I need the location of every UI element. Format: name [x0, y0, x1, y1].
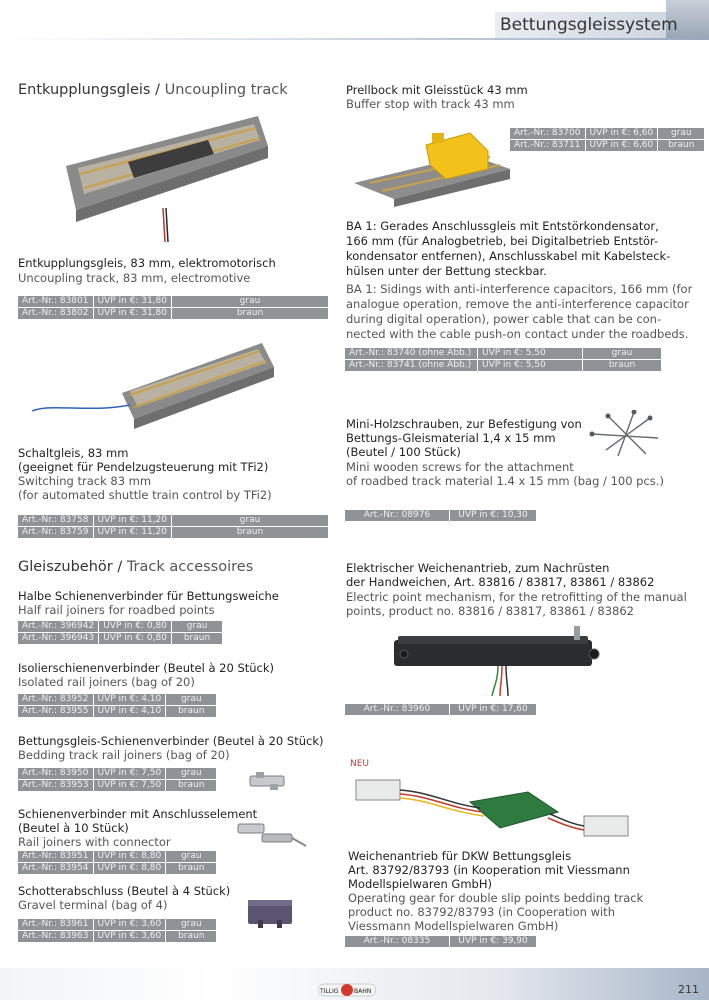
- art-nr: Art.-Nr.: 83961: [18, 919, 94, 931]
- color-variant: braun: [171, 527, 328, 539]
- buffer-stop-de: Prellbock mit Gleisstück 43 mm: [346, 83, 528, 97]
- table-row: [18, 308, 329, 320]
- dkw-de1: Weichenantrieb für DKW Bettungsgleis: [348, 849, 572, 863]
- uvp: UVP in €: 8,80: [93, 863, 166, 875]
- table-row: [18, 780, 217, 792]
- ba1-en-1: analogue operation, remove the anti-interference capacitor: [346, 297, 689, 311]
- art-nr: Art.-Nr.: 83951: [18, 851, 94, 863]
- color-variant: grau: [166, 919, 217, 931]
- color-variant: braun: [166, 706, 217, 718]
- switching-de1: Schaltgleis, 83 mm: [18, 446, 129, 460]
- switching-track-image: [30, 333, 280, 433]
- dkw-en3: Viessmann Modellspielwaren GmbH): [348, 919, 559, 933]
- uvp: UVP in €: 4,10: [93, 706, 166, 718]
- connector-joiner-image: [232, 820, 308, 852]
- uvp: UVP in €: 31,80: [93, 308, 171, 320]
- color-variant: grau: [166, 768, 217, 780]
- art-nr: Art.-Nr.: 83759: [18, 527, 94, 539]
- gravel-terminal-de: Schotterabschluss (Beutel à 4 Stück): [18, 884, 231, 898]
- table-row: [510, 128, 705, 140]
- connector-joiners-de1: Schienenverbinder mit Anschlusselement: [18, 807, 258, 821]
- uvp: UVP in €: 4,10: [93, 694, 166, 706]
- art-nr: Art.-Nr.: 396942: [18, 621, 99, 633]
- buffer-stop-price-table: [509, 127, 705, 152]
- color-variant: braun: [166, 931, 217, 943]
- uvp: UVP in €: 31,80: [93, 296, 171, 308]
- accessories-heading-de: Gleiszubehör: [18, 559, 113, 575]
- art-nr: Art.-Nr.: 83952: [18, 694, 94, 706]
- table-row: [510, 140, 705, 152]
- ba1-en-2: during digital operation), power cable that can be con-: [346, 312, 662, 326]
- gravel-terminal-price-table: [17, 918, 217, 943]
- dkw-en2: product no. 83792/83793 (in Cooperation with: [348, 905, 615, 919]
- color-variant: braun: [171, 308, 328, 320]
- connector-joiners-price-table: [17, 850, 217, 875]
- art-nr: Art.-Nr.: 08335: [345, 936, 450, 948]
- point-mechanism-de2: der Handweichen, Art. 83816 / 83817, 83861 / 83862: [346, 575, 655, 589]
- connector-joiners-de2: (Beutel à 10 Stück): [18, 821, 129, 835]
- uncoupling-de: Entkupplungsgleis, 83 mm, elektromotorisch: [18, 256, 276, 270]
- ba1-de-3: hülsen unter der Bettung steckbar.: [346, 264, 547, 278]
- color-variant: braun: [166, 863, 217, 875]
- isolated-joiners-de: Isolierschienenverbinder (Beutel à 20 Stück): [18, 661, 275, 675]
- connector-joiners-en: Rail joiners with connector: [18, 835, 171, 849]
- isolated-joiners-price-table: [17, 693, 217, 718]
- art-nr: Art.-Nr.: 83802: [18, 308, 94, 320]
- dkw-en1: Operating gear for double slip points bedding track: [348, 891, 644, 905]
- table-row: [18, 633, 223, 645]
- uncoupling-heading-de: Entkupplungsgleis: [18, 82, 151, 98]
- buffer-stop-en: Buffer stop with track 43 mm: [346, 97, 515, 111]
- art-nr: Art.-Nr.: 83711: [510, 140, 586, 152]
- art-nr: Art.-Nr.: 83740 (ohne Abb.): [345, 348, 478, 360]
- color-variant: braun: [658, 140, 705, 152]
- bedding-joiners-en: Bedding track rail joiners (bag of 20): [18, 748, 230, 762]
- bedding-joiner-image: [246, 770, 290, 792]
- art-nr: Art.-Nr.: 83954: [18, 863, 94, 875]
- uncoupling-price-table: [17, 295, 329, 320]
- ba1-en-0: BA 1: Sidings with anti-interference capacitors, 166 mm (for: [346, 282, 693, 296]
- uvp: UVP in €: 5,50: [478, 348, 583, 360]
- uvp: UVP in €: 6,60: [585, 128, 658, 140]
- color-variant: grau: [166, 694, 217, 706]
- uncoupling-en: Uncoupling track, 83 mm, electromotive: [18, 271, 251, 285]
- page-number: 211: [678, 983, 699, 996]
- uvp: UVP in €: 0,80: [99, 633, 172, 645]
- table-row: [345, 510, 537, 522]
- switching-en1: Switching track 83 mm: [18, 474, 152, 488]
- uncoupling-heading: [18, 81, 288, 99]
- table-row: [18, 931, 217, 943]
- half-joiners-price-table: [17, 620, 223, 645]
- page-header: [0, 0, 709, 40]
- color-variant: grau: [171, 296, 328, 308]
- uvp: UVP in €: 7,50: [93, 780, 166, 792]
- bedding-joiners-price-table: [17, 767, 217, 792]
- ba1-de-1: 166 mm (für Analogbetrieb, bei Digitalbetrieb Entstör-: [346, 234, 659, 248]
- table-row: [18, 706, 217, 718]
- art-nr: Art.-Nr.: 83953: [18, 780, 94, 792]
- table-row: [18, 296, 329, 308]
- screws-de3: (Beutel / 100 Stück): [346, 445, 461, 459]
- art-nr: Art.-Nr.: 83700: [510, 128, 586, 140]
- screws-de1: Mini-Holzschrauben, zur Befestigung von: [346, 417, 582, 431]
- uncoupling-track-image: [58, 108, 270, 248]
- art-nr: Art.-Nr.: 83960: [345, 704, 450, 716]
- color-variant: grau: [166, 851, 217, 863]
- point-mechanism-en1: Electric point mechanism, for the retrofitting of the manual: [346, 590, 687, 604]
- bedding-joiners-de: Bettungsgleis-Schienenverbinder (Beutel à 20 Stück): [18, 734, 324, 748]
- color-variant: grau: [658, 128, 705, 140]
- ba1-price-table: [344, 347, 662, 372]
- art-nr: Art.-Nr.: 83963: [18, 931, 94, 943]
- header-divider: [0, 38, 709, 40]
- half-joiners-en: Half rail joiners for roadbed points: [18, 603, 215, 617]
- color-variant: braun: [171, 633, 222, 645]
- uvp: UVP in €: 11,20: [93, 527, 171, 539]
- point-mechanism-image: [388, 622, 610, 698]
- uncoupling-heading-en: Uncoupling track: [164, 82, 288, 98]
- table-row: [18, 527, 329, 539]
- uvp: UVP in €: 3,60: [93, 919, 166, 931]
- table-row: [18, 694, 217, 706]
- uvp: UVP in €: 11,20: [93, 515, 171, 527]
- new-badge: NEU: [350, 759, 370, 769]
- color-variant: braun: [583, 360, 662, 372]
- uncoupling-heading-sep: /: [150, 82, 165, 98]
- art-nr: Art.-Nr.: 83950: [18, 768, 94, 780]
- screws-image: [588, 410, 670, 460]
- screws-en2: of roadbed track material 1.4 x 15 mm (bag / 100 pcs.): [346, 474, 664, 488]
- table-row: [345, 360, 662, 372]
- art-nr: Art.-Nr.: 396943: [18, 633, 99, 645]
- table-row: [345, 936, 537, 948]
- isolated-joiners-en: Isolated rail joiners (bag of 20): [18, 675, 195, 689]
- table-row: [18, 863, 217, 875]
- ba1-de-0: BA 1: Gerades Anschlussgleis mit Entstörkondensator,: [346, 219, 659, 233]
- point-mechanism-de1: Elektrischer Weichenantrieb, zum Nachrüsten: [346, 561, 610, 575]
- uvp: UVP in €: 39,90: [450, 936, 537, 948]
- table-row: [18, 515, 329, 527]
- color-variant: grau: [583, 348, 662, 360]
- art-nr: Art.-Nr.: 83955: [18, 706, 94, 718]
- logo-text-right: BAHN: [354, 988, 372, 995]
- table-row: [18, 768, 217, 780]
- uvp: UVP in €: 0,80: [99, 621, 172, 633]
- uvp: UVP in €: 3,60: [93, 931, 166, 943]
- table-row: [18, 919, 217, 931]
- switching-price-table: [17, 514, 329, 539]
- art-nr: Art.-Nr.: 08976: [345, 510, 450, 522]
- buffer-stop-image: [350, 125, 522, 207]
- table-row: [345, 704, 537, 716]
- table-row: [18, 621, 223, 633]
- color-variant: braun: [166, 780, 217, 792]
- uvp: UVP in €: 7,50: [93, 768, 166, 780]
- accessories-heading-sep: /: [112, 559, 127, 575]
- page-title: Bettungsgleissystem: [500, 15, 678, 35]
- logo-text-left: TILLIG: [320, 988, 339, 995]
- dkw-de3: Modellspielwaren GmbH): [348, 877, 492, 891]
- color-variant: grau: [171, 621, 222, 633]
- half-joiners-de: Halbe Schienenverbinder für Bettungsweiche: [18, 589, 279, 603]
- tillig-bahn-logo: [318, 982, 376, 996]
- uvp: UVP in €: 6,60: [585, 140, 658, 152]
- uvp: UVP in €: 8,80: [93, 851, 166, 863]
- dkw-price-table: [344, 935, 537, 948]
- point-mechanism-price-table: [344, 703, 537, 716]
- switching-de2: (geeignet für Pendelzugsteuerung mit TFi2): [18, 460, 269, 474]
- screws-de2: Bettungs-Gleismaterial 1,4 x 15 mm: [346, 431, 556, 445]
- uvp: UVP in €: 10,30: [450, 510, 537, 522]
- dkw-de2: Art. 83792/83793 (in Kooperation mit Viessmann: [348, 863, 630, 877]
- art-nr: Art.-Nr.: 83758: [18, 515, 94, 527]
- gravel-terminal-en: Gravel terminal (bag of 4): [18, 898, 168, 912]
- table-row: [18, 851, 217, 863]
- art-nr: Art.-Nr.: 83741 (ohne Abb.): [345, 360, 478, 372]
- screws-en1: Mini wooden screws for the attachment: [346, 460, 574, 474]
- accessories-heading-en: Track accessoires: [126, 559, 254, 575]
- art-nr: Art.-Nr.: 83801: [18, 296, 94, 308]
- color-variant: grau: [171, 515, 328, 527]
- uvp: UVP in €: 17,60: [450, 704, 537, 716]
- ba1-en-3: nected with the cable push-on contact under the roadbeds.: [346, 327, 689, 341]
- gravel-terminal-image: [244, 896, 296, 930]
- table-row: [345, 348, 662, 360]
- point-mechanism-en2: points, product no. 83816 / 83817, 83861 / 83862: [346, 604, 634, 618]
- switching-en2: (for automated shuttle train control by TFi2): [18, 488, 272, 502]
- screws-price-table: [344, 509, 537, 522]
- dkw-operating-gear-image: [350, 772, 634, 850]
- ba1-de-2: kondensator entfernen), Anschlusskabel mit Kabelsteck-: [346, 249, 671, 263]
- uvp: UVP in €: 5,50: [478, 360, 583, 372]
- accessories-heading: [18, 558, 253, 576]
